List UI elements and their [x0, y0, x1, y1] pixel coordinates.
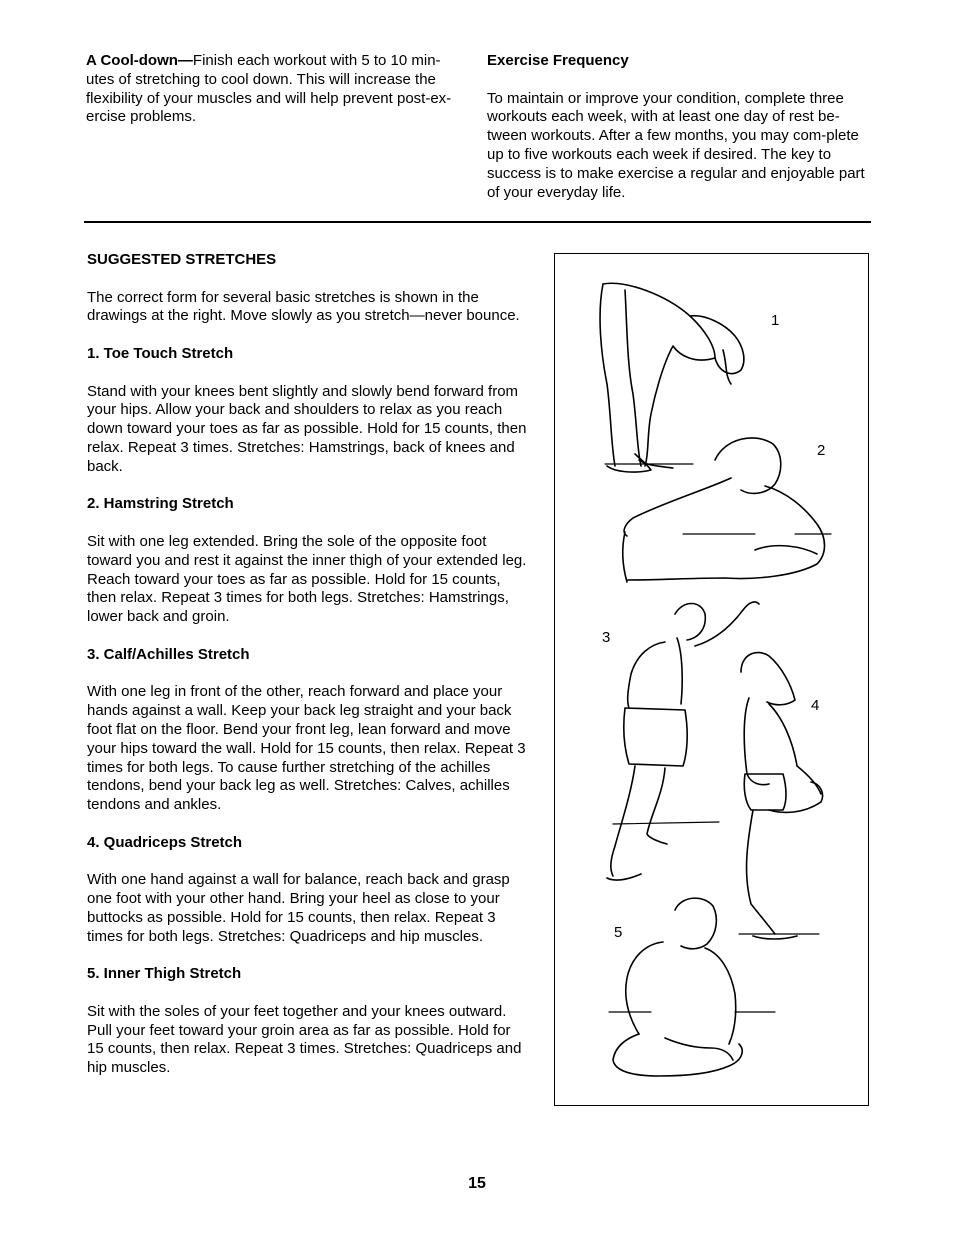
cooldown-section [86, 52, 462, 127]
stretch-title-1: 1. Toe Touch Stretch [87, 344, 234, 362]
stretch-text-5: Sit with the soles of your feet together and your knees outward. Pull your feet toward your groin area as far as possible. Hold for 15 counts, then relax. Repeat 3 times. Stretches: Quadriceps and hip muscles. [87, 1002, 522, 1077]
frequency-text: To maintain or improve your condition, complete three workouts each week, with at least one day of rest be-tween workouts. After a few months, you may com-plete up to five workouts each week if desired. The key to success is to make exercise a regular and enjoyable part of your everyday life. [487, 89, 865, 201]
stretch-title-5: 5. Inner Thigh Stretch [87, 965, 242, 983]
calf-stretch-figure [607, 602, 759, 880]
figure-label-4: 4 [811, 697, 820, 714]
stretch-title-4: 4. Quadriceps Stretch [87, 833, 243, 851]
stretches-section [87, 251, 531, 1078]
figure-label-5: 5 [614, 924, 623, 941]
stretch-text-1: Stand with your knees bent slightly and slowly bend forward from your hips. Allow your back and shoulders to relax as you reach down toward your toes as far as possible. Hold for 15 counts, then relax. Repeat 3 times. Stretches: Hamstrings, back of knees and back. [87, 382, 527, 475]
frequency-section [487, 52, 871, 202]
cooldown-paragraph [86, 52, 462, 127]
hamstring-figure [623, 438, 831, 582]
stretch-title-3: 3. Calf/Achilles Stretch [87, 645, 250, 663]
inner-thigh-figure [609, 898, 775, 1076]
stretch-text-4: With one hand against a wall for balance, reach back and grasp one foot with your other hand. Bring your heel as close to your buttocks as possible. Hold for 15 counts, then relax. Repeat 3 times for both legs. Stretches: Quadriceps and hip muscles. [87, 871, 510, 945]
page-number: 15 [468, 1175, 486, 1192]
figure-label-1: 1 [771, 312, 780, 329]
frequency-heading: Exercise Frequency [487, 52, 629, 69]
stretch-illustrations [554, 253, 869, 1106]
stretches-intro: The correct form for several basic stretches is shown in the drawings at the right. Move slowly as you stretch—never bounce. [87, 288, 520, 325]
stretch-text-3: With one leg in front of the other, reach forward and place your hands against a wall. Keep your back leg straight and your back foot flat on the floor. Bend your front leg, lean forward and move your hips toward the wall. Hold for 15 counts, then relax. Repeat 3 times for both legs. To cause further stretching of the achilles tendons, bend your back leg as well. Stretches: Calves, achilles tendons and ankles. [87, 683, 526, 814]
toe-touch-figure [600, 283, 744, 472]
stretches-heading: SUGGESTED STRETCHES [87, 251, 277, 268]
stretch-title-2: 2. Hamstring Stretch [87, 495, 234, 513]
cooldown-text: Finish each workout with 5 to 10 min-utes of stretching to cool down. This will increase the flexibility of your muscles and will help prevent post-ex-ercise problems. [86, 52, 452, 126]
quadriceps-figure [739, 653, 823, 939]
figure-label-3: 3 [602, 629, 611, 646]
cooldown-heading: A Cool-down— [86, 52, 193, 69]
figure-label-2: 2 [817, 442, 826, 459]
stretch-text-2: Sit with one leg extended. Bring the sole of the opposite foot toward you and rest it against the inner thigh of your extended leg. Reach toward your toes as far as possible. Hold for 15 counts, then relax. Repeat 3 times for both legs. Stretches: Hamstrings, lower back and groin. [87, 532, 527, 626]
section-divider [84, 221, 871, 223]
